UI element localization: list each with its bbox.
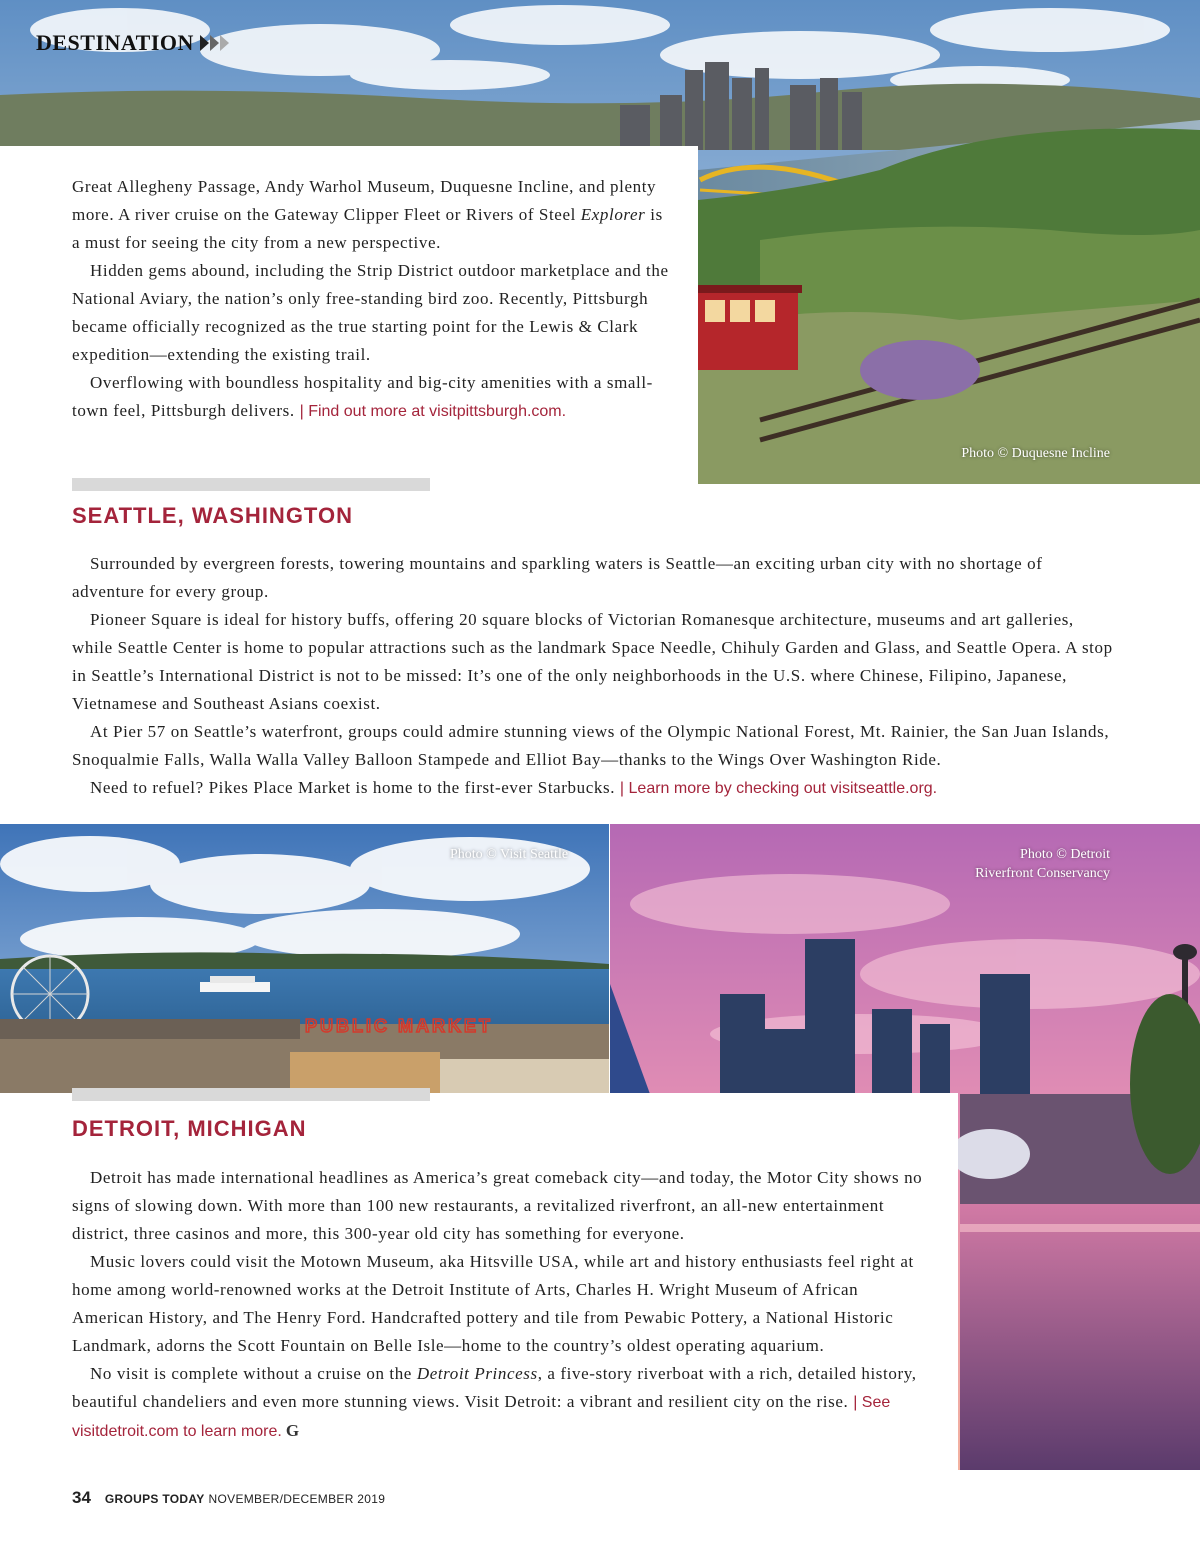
seattle-photo-credit: Photo © Visit Seattle — [450, 847, 569, 862]
detroit-photo-credit — [975, 845, 1110, 883]
issue-date: NOVEMBER/DECEMBER 2019 — [208, 1492, 386, 1506]
detroit-photo-credit-line1: Photo © Detroit — [1020, 847, 1110, 862]
paragraph: Overflowing with boundless hospitality and big-city amenities with a small-town feel, Pittsburgh delivers. | Find out more at visitpittsburgh.com. — [72, 373, 653, 420]
seattle-photo — [0, 824, 609, 1093]
page-footer — [72, 1488, 385, 1508]
paragraph: Detroit has made international headlines as America’s great comeback city—and today, the Motor City shows no signs of slowing down. With more than 100 new restaurants, a revitalized riverfront, an all-new entertainment district, three casinos and more, this 300-year old city has something for everyone. — [72, 1168, 923, 1243]
detroit-body — [72, 1164, 932, 1446]
paragraph: Hidden gems abound, including the Strip District outdoor marketplace and the National Aviary, the nation’s only free-standing bird zoo. Recently, Pittsburgh became officially recognized as the true starting point for the Lewis & Clark expedition—extending the existing trail. — [72, 261, 669, 364]
visitpittsburgh-link[interactable]: | Find out more at visitpittsburgh.com. — [299, 403, 567, 420]
section-divider — [72, 1088, 430, 1101]
detroit-heading: DETROIT, MICHIGAN — [72, 1116, 307, 1141]
paragraph: No visit is complete without a cruise on the Detroit Princess, a five-story riverboat with a rich, detailed history, beautiful chandeliers and even more stunning views. Visit Detroit: a vibrant and resilient city on the rise. | See visitdetroit.com to learn more. G — [72, 1364, 917, 1440]
section-divider — [72, 478, 430, 491]
pittsburgh-photo-credit: Photo © Duquesne Incline — [961, 446, 1110, 461]
paragraph: Pioneer Square is ideal for history buffs, offering 20 square blocks of Victorian Romanesque architecture, museums and art galleries, while Seattle Center is home to popular attractions such as the landmark Space Needle, Chihuly Garden and Glass, and Seattle Opera. A stop in Seattle’s International District is not to be missed: It’s one of the only neighborhoods in the U.S. where Chinese, Filipino, Japanese, Vietnamese and Southeast Asians coexist. — [72, 610, 1113, 713]
end-mark-icon: G — [285, 1421, 300, 1440]
paragraph: Great Allegheny Passage, Andy Warhol Museum, Duquesne Incline, and plenty more. A river cruise on the Gateway Clipper Fleet or Rivers of Steel Explorer is a must for seeing the city from a new perspective. — [72, 177, 663, 252]
public-market-sign: PUBLIC MARKET — [305, 1016, 493, 1036]
detroit-photo-credit-line2: Riverfront Conservancy — [975, 866, 1110, 881]
paragraph: Need to refuel? Pikes Place Market is home to the first-ever Starbucks. | Learn more by checking out visitseattle.org. — [90, 778, 938, 797]
paragraph: Surrounded by evergreen forests, towering mountains and sparkling waters is Seattle—an exciting urban city with no shortage of adventure for every group. — [72, 554, 1043, 601]
pittsburgh-body — [72, 173, 672, 426]
section-tag-label: DESTINATION — [36, 30, 194, 55]
visitdetroit-link[interactable]: | See visitdetroit.com to learn more. — [72, 1394, 891, 1440]
visitseattle-link[interactable]: | Learn more by checking out visitseattle.org. — [619, 780, 938, 797]
paragraph: At Pier 57 on Seattle’s waterfront, groups could admire stunning views of the Olympic National Forest, Mt. Rainier, the San Juan Islands, Snoqualmie Falls, Walla Walla Valley Balloon Stampede and Elliot Bay—thanks to the Wings Over Washington Ride. — [72, 722, 1110, 769]
seattle-body — [72, 550, 1117, 803]
seattle-heading: SEATTLE, WASHINGTON — [72, 503, 353, 528]
section-tag — [36, 30, 229, 56]
paragraph: Music lovers could visit the Motown Museum, aka Hitsville USA, while art and history enthusiasts feel right at home among world-renowned works at the Detroit Institute of Arts, Charles H. Wright Museum of African American History, and The Henry Ford. Handcrafted pottery and tile from Pewabic Pottery, a National Historic Landmark, adorns the Scott Fountain on Belle Isle—home to the country’s oldest operating aquarium. — [72, 1252, 914, 1355]
chevron-right-icon — [200, 35, 229, 51]
magazine-name: GROUPS TODAY — [104, 1492, 205, 1506]
page-number: 34 — [72, 1488, 91, 1507]
